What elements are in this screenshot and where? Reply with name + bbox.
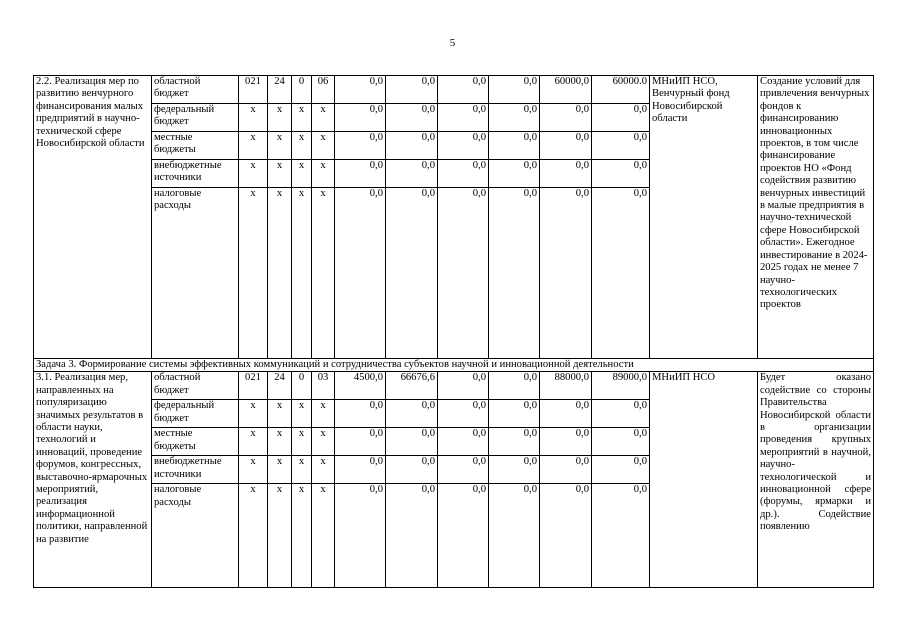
budget-code-cell: x xyxy=(268,484,292,588)
amount-cell: 0,0 xyxy=(335,160,386,188)
budget-code-cell: x xyxy=(239,132,268,160)
amount-cell: 0,0 xyxy=(335,104,386,132)
budget-code-cell: x xyxy=(239,484,268,588)
budget-code-cell: x xyxy=(312,428,335,456)
budget-code-cell: x xyxy=(292,428,312,456)
amount-cell: 89000,0 xyxy=(592,372,650,400)
budget-code-cell: x xyxy=(292,160,312,188)
amount-cell: 0,0 xyxy=(592,188,650,359)
budget-code-cell: x xyxy=(268,160,292,188)
amount-cell: 0,0 xyxy=(592,484,650,588)
budget-code-cell: x xyxy=(268,188,292,359)
amount-cell: 0,0 xyxy=(386,428,438,456)
amount-cell: 0,0 xyxy=(335,428,386,456)
budget-code-cell: x xyxy=(268,400,292,428)
budget-code-cell: 021 xyxy=(239,372,268,400)
budget-code-cell: x xyxy=(239,456,268,484)
budget-code-cell: x xyxy=(239,104,268,132)
budget-code-cell: 06 xyxy=(312,76,335,104)
program-table xyxy=(33,75,874,588)
budget-code-cell: x xyxy=(312,160,335,188)
amount-cell: 0,0 xyxy=(489,428,540,456)
amount-cell: 0,0 xyxy=(489,132,540,160)
amount-cell: 0,0 xyxy=(386,104,438,132)
amount-cell: 0,0 xyxy=(438,400,489,428)
budget-code-cell: x xyxy=(239,188,268,359)
amount-cell: 0,0 xyxy=(386,400,438,428)
amount-cell: 0,0 xyxy=(335,456,386,484)
budget-code-cell: 24 xyxy=(268,76,292,104)
funding-source-cell: местные бюджеты xyxy=(152,428,239,456)
budget-code-cell: x xyxy=(292,456,312,484)
budget-code-cell: x xyxy=(268,428,292,456)
amount-cell: 0,0 xyxy=(489,160,540,188)
budget-code-cell: x xyxy=(239,160,268,188)
budget-code-cell: x xyxy=(312,188,335,359)
funding-source-cell: налоговые расходы xyxy=(152,484,239,588)
budget-code-cell: 03 xyxy=(312,372,335,400)
amount-cell: 0,0 xyxy=(592,104,650,132)
budget-code-cell: x xyxy=(312,400,335,428)
amount-cell: 0,0 xyxy=(489,484,540,588)
amount-cell: 0,0 xyxy=(489,188,540,359)
measure-cell: 2.2. Реализация мер по развитию венчурного финансирования малых предприятий в научно-технической сфере Новосибирской области xyxy=(34,76,152,359)
budget-code-cell: x xyxy=(312,456,335,484)
source-row xyxy=(34,372,874,400)
amount-cell: 0,0 xyxy=(540,484,592,588)
amount-cell: 0,0 xyxy=(540,188,592,359)
amount-cell: 0,0 xyxy=(592,132,650,160)
amount-cell: 0,0 xyxy=(540,160,592,188)
amount-cell: 0,0 xyxy=(335,484,386,588)
amount-cell: 0,0 xyxy=(489,76,540,104)
amount-cell: 0,0 xyxy=(386,76,438,104)
expected-result-cell: Создание условий для привлечения венчурных фондов к финансированию инновационных проектов, в том числе финансирование проектов НО «Фонд содействия развитию венчурных инвестиций в малые предприятия в научно-технической сфере Новосибирской области». Ежегодное инвестирование в 2024-2025 годах не менее 7 научно-технологических проектов xyxy=(758,76,874,359)
amount-cell: 0,0 xyxy=(386,160,438,188)
budget-code-cell: 0 xyxy=(292,76,312,104)
amount-cell: 0,0 xyxy=(335,188,386,359)
funding-source-cell: внебюджетные источники xyxy=(152,456,239,484)
budget-code-cell: x xyxy=(312,484,335,588)
amount-cell: 60000,0 xyxy=(540,76,592,104)
amount-cell: 0,0 xyxy=(540,400,592,428)
budget-code-cell: x xyxy=(268,456,292,484)
amount-cell: 0,0 xyxy=(540,132,592,160)
amount-cell: 66676,6 xyxy=(386,372,438,400)
budget-code-cell: x xyxy=(312,132,335,160)
measure-cell: 3.1. Реализация мер, направленных на популяризацию значимых результатов в области науки, технологий и инноваций, проведение форумов, конгрессных, выставочно-ярмарочных мероприятий, реализация информационной политики, направленной на развитие xyxy=(34,372,152,588)
funding-source-cell: федеральный бюджет xyxy=(152,400,239,428)
source-row xyxy=(34,76,874,104)
amount-cell: 0,0 xyxy=(592,456,650,484)
funding-source-cell: местные бюджеты xyxy=(152,132,239,160)
amount-cell: 0,0 xyxy=(438,456,489,484)
amount-cell: 0,0 xyxy=(386,484,438,588)
expected-result-cell: Будет оказано содействие со стороны Правительства Новосибирской области в организации проведения крупных мероприятий в научной, научно-технологической и инновационной сфере (форумы, ярмарки и др.). Содействие появлению xyxy=(758,372,874,588)
budget-code-cell: x xyxy=(292,484,312,588)
budget-code-cell: x xyxy=(292,188,312,359)
amount-cell: 0,0 xyxy=(489,456,540,484)
amount-cell: 0,0 xyxy=(438,160,489,188)
amount-cell: 0,0 xyxy=(438,132,489,160)
budget-code-cell: x xyxy=(268,132,292,160)
amount-cell: 4500,0 xyxy=(335,372,386,400)
amount-cell: 0,0 xyxy=(489,104,540,132)
amount-cell: 0,0 xyxy=(540,104,592,132)
budget-code-cell: x xyxy=(239,428,268,456)
amount-cell: 0,0 xyxy=(540,428,592,456)
amount-cell: 0,0 xyxy=(438,484,489,588)
amount-cell: 0,0 xyxy=(386,132,438,160)
budget-code-cell: x xyxy=(268,104,292,132)
amount-cell: 0,0 xyxy=(592,400,650,428)
amount-cell: 0,0 xyxy=(438,428,489,456)
amount-cell: 0,0 xyxy=(438,76,489,104)
executor-cell: МНиИП НСО, Венчурный фонд Новосибирской области xyxy=(650,76,758,359)
budget-code-cell: x xyxy=(312,104,335,132)
block-3-1 xyxy=(34,372,874,588)
budget-code-cell: 24 xyxy=(268,372,292,400)
amount-cell: 0,0 xyxy=(592,428,650,456)
executor-cell: МНиИП НСО xyxy=(650,372,758,588)
amount-cell: 0,0 xyxy=(438,188,489,359)
block-2-2 xyxy=(34,76,874,359)
amount-cell: 0,0 xyxy=(386,188,438,359)
amount-cell: 0,0 xyxy=(438,104,489,132)
funding-source-cell: областной бюджет xyxy=(152,76,239,104)
amount-cell: 0,0 xyxy=(489,372,540,400)
funding-source-cell: налоговые расходы xyxy=(152,188,239,359)
amount-cell: 60000.0 xyxy=(592,76,650,104)
budget-code-cell: x xyxy=(292,104,312,132)
task-3-row: Задача 3. Формирование системы эффективных коммуникаций и сотрудничества субъектов научной и инновационной деятельности xyxy=(34,359,874,372)
funding-source-cell: федеральный бюджет xyxy=(152,104,239,132)
amount-cell: 0,0 xyxy=(592,160,650,188)
amount-cell: 0,0 xyxy=(540,456,592,484)
budget-code-cell: x xyxy=(239,400,268,428)
amount-cell: 0,0 xyxy=(438,372,489,400)
amount-cell: 0,0 xyxy=(335,400,386,428)
budget-code-cell: 0 xyxy=(292,372,312,400)
budget-code-cell: 021 xyxy=(239,76,268,104)
budget-code-cell: x xyxy=(292,400,312,428)
page-number: 5 xyxy=(449,37,456,49)
amount-cell: 88000,0 xyxy=(540,372,592,400)
funding-source-cell: внебюджетные источники xyxy=(152,160,239,188)
amount-cell: 0,0 xyxy=(335,132,386,160)
amount-cell: 0,0 xyxy=(489,400,540,428)
budget-code-cell: x xyxy=(292,132,312,160)
amount-cell: 0,0 xyxy=(386,456,438,484)
amount-cell: 0,0 xyxy=(335,76,386,104)
funding-source-cell: областной бюджет xyxy=(152,372,239,400)
